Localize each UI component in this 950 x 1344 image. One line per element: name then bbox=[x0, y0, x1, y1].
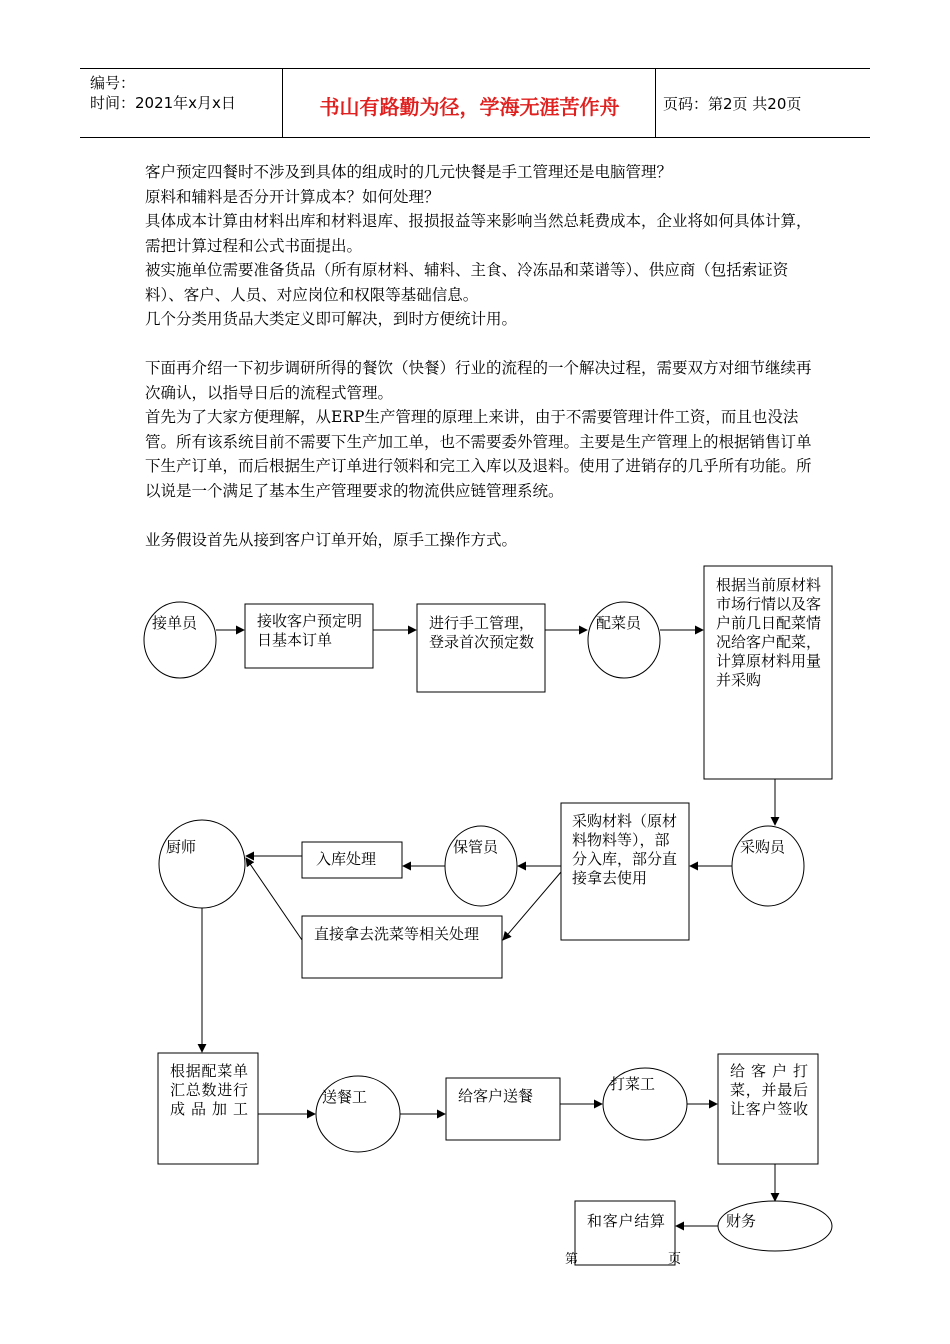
paragraph: 首先为了大家方便理解，从ERP生产管理的原理上来讲，由于不需要管理计件工资，而且也没法管。所有该系统目前不需要下生产加工单，也不需要委外管理。主要是生产管理上的根据销售订单下生产订单，而后根据生产订单进行领料和完工入库以及退料。使用了进销存的几乎所有功能。所以说是一个满足了基本生产管理要求的物流供应链管理系统。 bbox=[145, 408, 812, 500]
label-deliver-desc: 给客户送餐 bbox=[458, 1087, 534, 1105]
label-receive-order: 接收客户预定明日基本订单 bbox=[257, 612, 363, 649]
label-settle-desc: 和客户结算 bbox=[587, 1212, 665, 1230]
label-deliverer: 送餐工 bbox=[322, 1088, 368, 1106]
page-info: 页码：第2页 共20页 bbox=[663, 95, 802, 113]
label-dispatcher: 配菜员 bbox=[596, 614, 642, 632]
label-serve-desc: 给客户打菜，并最后让客户签收 bbox=[730, 1062, 808, 1118]
node-chef bbox=[159, 820, 245, 908]
node-settle-desc bbox=[575, 1201, 675, 1265]
paragraph: 业务假设首先从接到客户订单开始，原手工操作方式。 bbox=[145, 530, 518, 549]
paragraph: 被实施单位需要准备货品（所有原材料、辅料、主食、冷冻品和菜谱等）、供应商（包括索证资料）、客户、人员、对应岗位和权限等基础信息。 bbox=[145, 261, 789, 304]
paragraph: 客户预定四餐时不涉及到具体的组成时的几元快餐是手工管理还是电脑管理？ bbox=[145, 163, 673, 181]
label-purchase-desc: 采购材料（原材料物料等），部分入库，部分直接拿去使用 bbox=[572, 812, 678, 887]
header-motto: 书山有路勤为径，学海无涯苦作舟 bbox=[319, 95, 620, 119]
label-direct-use: 直接拿去洗菜等相关处理 bbox=[314, 925, 480, 943]
paragraph: 几个分类用货品大类定义即可解决，到时方便统计用。 bbox=[145, 310, 518, 328]
label-order-taker: 接单员 bbox=[152, 614, 198, 632]
paragraph: 下面再介绍一下初步调研所得的餐饮（快餐）行业的流程的一个解决过程，需要双方对细节继续再次确认，以指导日后的流程式管理。 bbox=[145, 359, 812, 402]
arrow bbox=[503, 872, 561, 940]
arrow bbox=[246, 858, 302, 940]
number-label: 编号： bbox=[90, 74, 136, 92]
label-server: 打菜工 bbox=[610, 1075, 656, 1093]
label-chef: 厨师 bbox=[166, 838, 197, 856]
footer-page-fragment: 页 bbox=[668, 1252, 682, 1267]
label-cook-desc: 根据配菜单汇总数进行成品加工 bbox=[170, 1062, 248, 1118]
label-dispatch-desc: 根据当前原材料市场行情以及客户前几日配菜情况给客户配菜，计算原材料用量并采购 bbox=[716, 576, 822, 689]
label-manual-mgmt: 进行手工管理，登录首次预定数 bbox=[429, 614, 535, 651]
paragraph: 具体成本计算由材料出库和材料退库、报损报益等来影响当然总耗费成本，企业将如何具体计算，需把计算过程和公式书面提出。 bbox=[145, 212, 812, 255]
label-stock-in: 入库处理 bbox=[316, 850, 377, 868]
date-line: 时间：2021年x月x日 bbox=[90, 94, 236, 112]
paragraph: 原料和辅料是否分开计算成本？如何处理？ bbox=[145, 187, 440, 206]
footer-page-fragment: 第 bbox=[565, 1252, 579, 1267]
label-purchaser: 采购员 bbox=[740, 838, 786, 856]
label-keeper: 保管员 bbox=[453, 838, 499, 856]
label-finance: 财务 bbox=[726, 1212, 757, 1230]
